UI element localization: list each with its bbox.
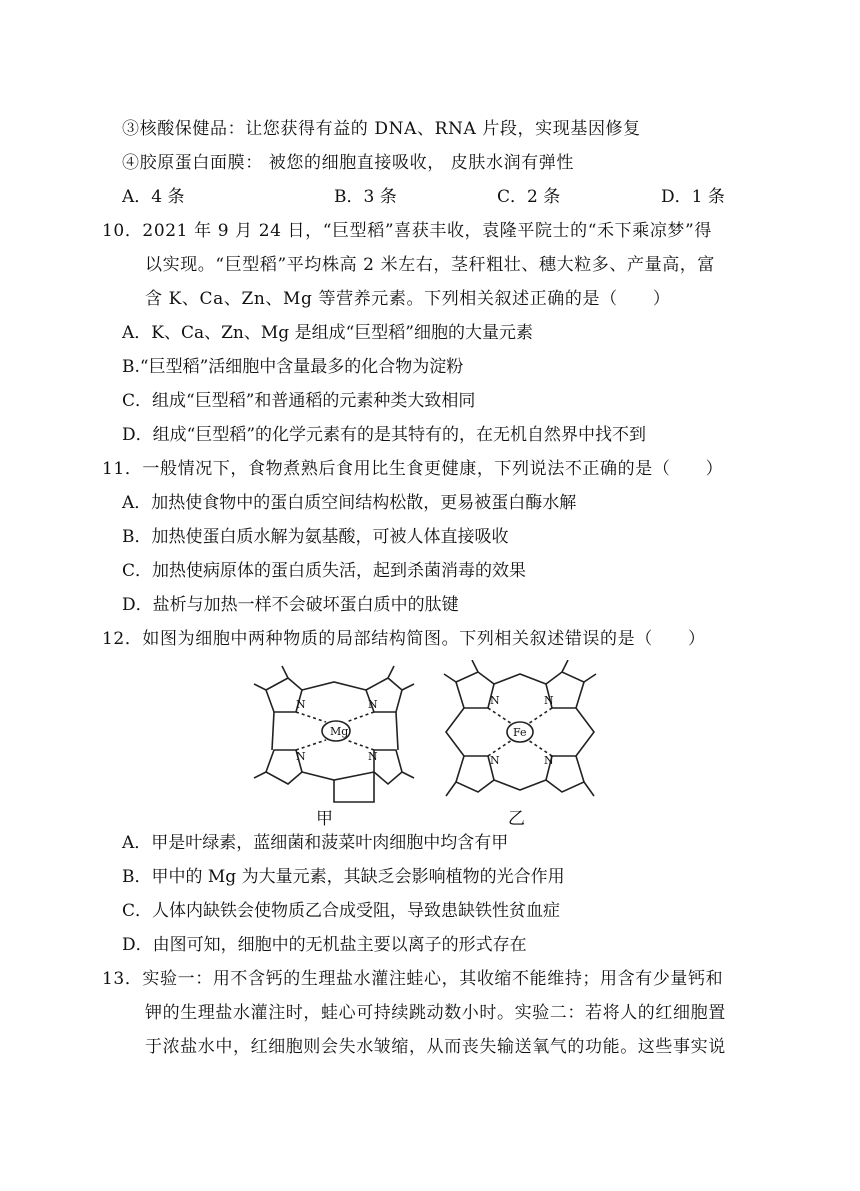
q10-stem-line-3: 含 K、Ca、Zn、Mg 等营养元素。下列相关叙述正确的是（ ）	[145, 289, 671, 309]
q12-option-d: D．由图可知，细胞中的无机盐主要以离子的形式存在	[122, 935, 527, 955]
q12-option-a: A．甲是叶绿素，蓝细菌和菠菜叶肉细胞中均含有甲	[122, 833, 509, 853]
q10-stem-line-1: 10．2021 年 9 月 24 日，“巨型稻”喜获丰收，袁隆平院士的“禾下乘凉梦”得	[102, 221, 712, 241]
q11-stem: 11．一般情况下，食物煮熟后食用比生食更健康，下列说法不正确的是（ ）	[102, 459, 724, 479]
q11-option-c: C．加热使病原体的蛋白质失活，起到杀菌消毒的效果	[122, 561, 527, 581]
q9-option-a: A．4 条	[122, 187, 185, 207]
n-label: N	[368, 750, 378, 763]
q9-item-4: ④胶原蛋白面膜： 被您的细胞直接吸收， 皮肤水润有弹性	[122, 153, 575, 173]
fe-label: Fe	[513, 726, 527, 739]
n-label: N	[490, 754, 500, 767]
q12-stem: 12．如图为细胞中两种物质的局部结构简图。下列相关叙述错误的是（ ）	[102, 629, 706, 649]
q13-stem-line-3: 于浓盐水中，红细胞则会失水皱缩，从而丧失输送氧气的功能。这些事实说	[145, 1037, 726, 1057]
mg-label: Mg	[330, 725, 349, 738]
n-label: N	[296, 698, 306, 711]
q9-option-d: D．1 条	[661, 187, 725, 207]
q10-option-a: A．K、Ca、Zn、Mg 是组成“巨型稻”细胞的大量元素	[122, 323, 533, 343]
q13-stem-line-2: 钾的生理盐水灌注时，蛙心可持续跳动数小时。实验二：若将人的红细胞置	[145, 1003, 726, 1023]
chlorophyll-structure	[254, 660, 596, 802]
q12-option-b: B．甲中的 Mg 为大量元素，其缺乏会影响植物的光合作用	[122, 867, 565, 887]
figure-label-yi: 乙	[508, 809, 525, 829]
n-label: N	[368, 698, 378, 711]
q10-option-d: D．组成“巨型稻”的化学元素有的是其特有的，在无机自然界中找不到	[122, 425, 647, 445]
n-label: N	[490, 694, 500, 707]
q10-option-b: B.“巨型稻”活细胞中含量最多的化合物为淀粉	[122, 357, 464, 377]
q11-option-d: D．盐析与加热一样不会破坏蛋白质中的肽键	[122, 595, 459, 615]
q13-stem-line-1: 13．实验一：用不含钙的生理盐水灌注蛙心，其收缩不能维持；用含有少量钙和	[102, 969, 724, 989]
porphyrin-figure	[250, 660, 790, 830]
n-label: N	[296, 750, 306, 763]
q9-item-3: ③核酸保健品：让您获得有益的 DNA、RNA 片段，实现基因修复	[122, 119, 641, 139]
q11-option-a: A．加热使食物中的蛋白质空间结构松散，更易被蛋白酶水解	[122, 493, 577, 513]
n-label: N	[544, 694, 554, 707]
figure-label-jia: 甲	[316, 809, 333, 829]
q11-option-b: B．加热使蛋白质水解为氨基酸，可被人体直接吸收	[122, 527, 509, 547]
q9-option-b: B．3 条	[334, 187, 397, 207]
n-label: N	[544, 754, 554, 767]
q10-option-c: C．组成“巨型稻”和普通稻的元素种类大致相同	[122, 391, 476, 411]
q9-option-c: C．2 条	[497, 187, 561, 207]
q10-stem-line-2: 以实现。“巨型稻”平均株高 2 米左右，茎秆粗壮、穗大粒多、产量高，富	[145, 255, 716, 275]
q12-option-c: C．人体内缺铁会使物质乙合成受阻，导致患缺铁性贫血症	[122, 901, 561, 921]
